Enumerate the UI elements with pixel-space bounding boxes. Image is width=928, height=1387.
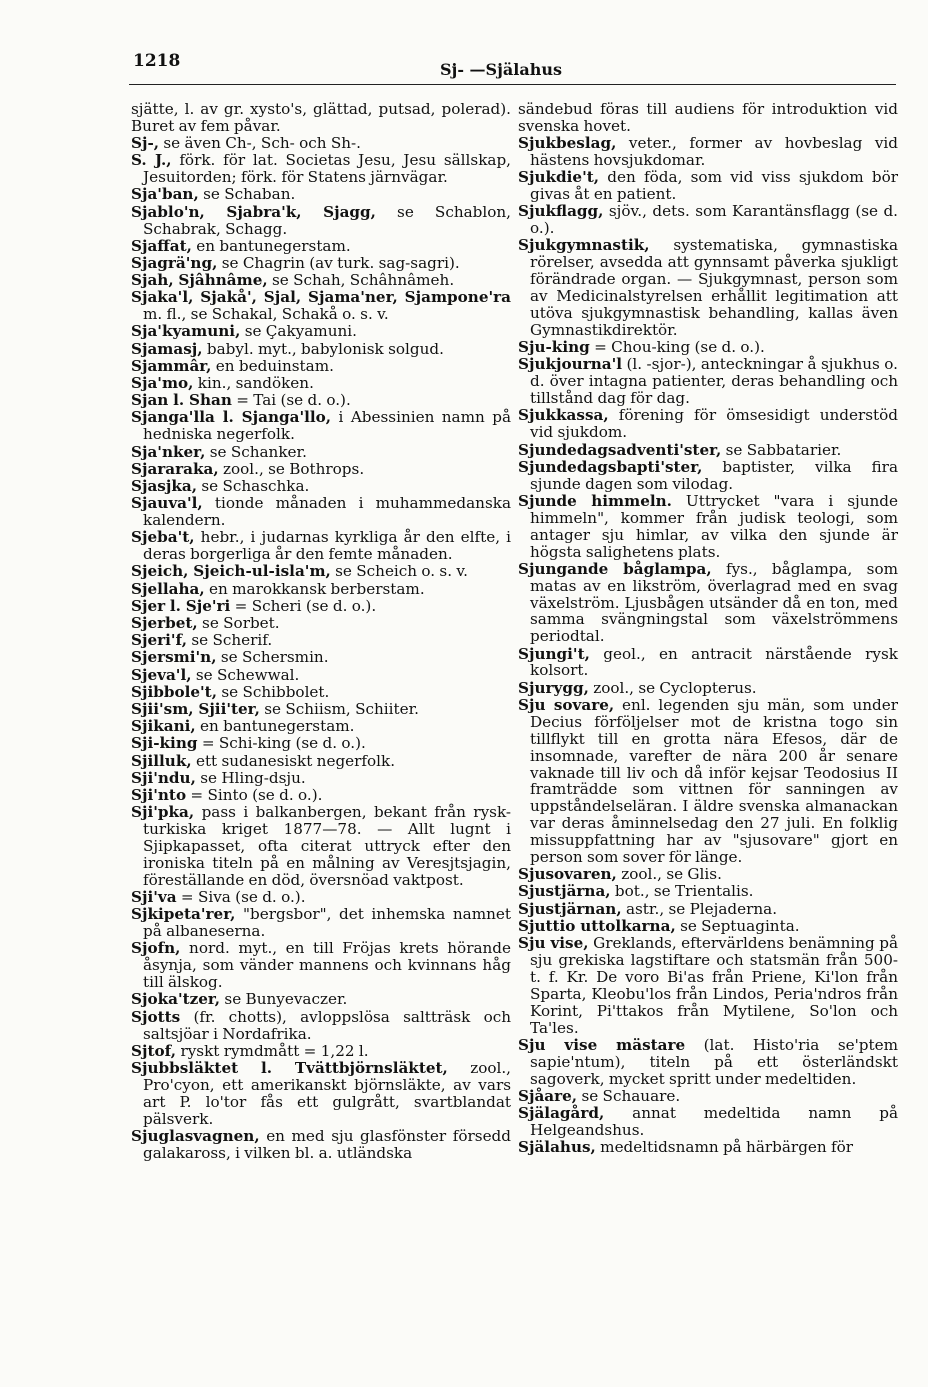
dictionary-entry	[131, 598, 511, 615]
entry-definition: se Schersmin.	[220, 648, 329, 667]
dictionary-entry	[131, 649, 511, 666]
entry-headword: Sjubbsläktet l. Tvättbjörnsläktet,	[131, 1058, 448, 1077]
dictionary-entry	[131, 478, 511, 495]
dictionary-entry	[131, 615, 511, 632]
entry-headword: Sjagrä'ng,	[131, 253, 218, 272]
dictionary-entry	[131, 495, 511, 529]
entry-definition: se Çakyamuni.	[244, 322, 357, 341]
entry-definition: ett sudanesiskt negerfolk.	[195, 751, 396, 770]
entry-headword: Sjaffat,	[131, 236, 192, 255]
entry-headword: Sja'ban,	[131, 185, 199, 204]
dictionary-entry	[518, 356, 898, 407]
dictionary-entry	[131, 770, 511, 787]
dictionary-entry	[518, 1037, 898, 1088]
dictionary-entry	[131, 1128, 511, 1162]
entry-headword: Sjablo'n, Sjabra'k, Sjagg,	[131, 202, 376, 221]
entry-headword: Sjuglasvagnen,	[131, 1126, 260, 1145]
entry-headword: Sjoka'tzer,	[131, 990, 221, 1009]
entry-definition: = Tai (se d. o.).	[236, 391, 351, 410]
entry-definition: tionde månaden i muhammedanska kalendern.	[143, 494, 511, 530]
entry-headword: Sjaka'l, Sjakå', Sjal, Sjama'ner, Sjampone'ra	[131, 288, 511, 307]
entry-headword: S. J.,	[131, 151, 172, 170]
dictionary-entry	[131, 632, 511, 649]
entry-headword: Sjeich, Sjeich-ul-isla'm,	[131, 562, 331, 581]
dictionary-entry	[518, 493, 898, 561]
entry-definition: nord. myt., en till Fröjas krets hörande åsynja, som vänder mannens och kvinnans håg till älskog.	[143, 939, 511, 992]
entry-headword: Sjotts	[131, 1007, 181, 1026]
entry-definition: fys., båglampa, som matas av en likström, överlagrad med en svag växelström. Ljusbågen utsänder då en ton, med samma svängningstal som växelströmmens periodtal.	[530, 559, 898, 646]
entry-headword: Sja'mo,	[131, 374, 194, 393]
page-number: 1218	[133, 51, 181, 71]
entry-headword: Själahus,	[518, 1138, 596, 1157]
dictionary-entry	[131, 1009, 511, 1043]
entry-headword: Själagård,	[518, 1104, 605, 1122]
entry-headword: Sjtof,	[131, 1041, 177, 1060]
dictionary-entry	[131, 289, 511, 323]
dictionary-entry	[518, 442, 898, 459]
entry-headword: Sjilluk,	[131, 751, 192, 770]
entry-definition: se Schewwal.	[195, 665, 300, 684]
entry-headword: Sju-king	[518, 338, 590, 357]
dictionary-entry	[131, 906, 511, 940]
entry-headword: Sjukjourna'l	[518, 355, 622, 374]
entry-definition: se Bunyevaczer.	[224, 990, 348, 1009]
dictionary-entry	[131, 375, 511, 392]
entry-definition: medeltidsnamn på härbärgen för	[600, 1138, 854, 1157]
entry-definition: systematiska, gymnastiska rörelser, avsedda att gynnsamt påverka sjukligt förändrade organ. — Sjukgymnast, person som av Medicinalstyrelsen erhållit legitimation att utöva sjukgymnastisk behandling, kallas även Gymnastikdirektör.	[530, 236, 899, 339]
dictionary-entry	[131, 341, 511, 358]
entry-headword: Sjukdie't,	[518, 168, 600, 187]
dictionary-entry	[131, 529, 511, 563]
entry-headword: Sju vise mästare	[518, 1035, 686, 1054]
running-head: Sj- —Själahus	[440, 60, 562, 79]
entry-headword: Sj-,	[131, 134, 160, 153]
entry-headword: Sjah, Sjâhnâme,	[131, 271, 268, 290]
dictionary-entry	[518, 646, 898, 680]
dictionary-entry	[131, 186, 511, 203]
entry-headword: Sjanga'lla l. Sjanga'llo,	[131, 408, 332, 427]
entry-headword: Sjersmi'n,	[131, 648, 217, 667]
dictionary-entry	[518, 1088, 898, 1105]
entry-headword: Sjammâr,	[131, 356, 212, 375]
entry-headword: Sjustjärna,	[518, 882, 611, 901]
entry-definition: zool., se Glis.	[621, 865, 722, 884]
entry-headword: Sjunde himmeln.	[518, 491, 672, 510]
entry-definition: geol., en antracit närstående rysk kolsort.	[530, 644, 899, 680]
entry-headword: Sjellaha,	[131, 579, 205, 598]
entry-headword: Sjkipeta'rer,	[131, 905, 236, 924]
entry-definition: = Schi-king (se d. o.).	[201, 734, 366, 753]
entry-headword: Sjungi't,	[518, 644, 590, 663]
entry-headword: Sji-king	[131, 734, 198, 753]
dictionary-entry	[518, 697, 898, 866]
entry-definition: förk. för lat. Societas Jesu, Jesu sällskap, Jesuitorden; förk. för Statens järnvägar.	[143, 151, 511, 187]
dictionary-entry	[131, 1043, 511, 1060]
entry-definition: se Sabbatarier.	[725, 440, 842, 459]
dictionary-entry	[131, 204, 511, 238]
dictionary-entry	[131, 409, 511, 443]
entry-headword: Sjukkassa,	[518, 406, 609, 425]
entry-definition: se Scherif.	[191, 631, 273, 650]
dictionary-entry	[131, 667, 511, 684]
entry-definition: pass i balkanbergen, bekant från rysk-turkiska kriget 1877—78. — Allt lugnt i Sjipkapasset, ofta citerat uttryck efter den ironiska titeln på en målning av Veresjtsjagin, föreställande en död, översnöad vaktpost.	[143, 803, 512, 889]
entry-definition: se Schah, Schâhnâmeh.	[272, 271, 455, 290]
entry-headword: Sjeva'l,	[131, 665, 192, 684]
dictionary-entry	[518, 407, 898, 441]
entry-definition: astr., se Plejaderna.	[625, 899, 778, 918]
entry-headword: Sji'va	[131, 888, 177, 907]
dictionary-entry	[131, 1060, 511, 1128]
entry-definition: se Schaban.	[203, 185, 296, 204]
entry-headword: Sjustjärnan,	[518, 899, 622, 918]
dictionary-entry	[518, 101, 898, 135]
dictionary-entry	[131, 392, 511, 409]
dictionary-entry	[131, 358, 511, 375]
entry-definition: se Schibbolet.	[221, 682, 330, 701]
entry-headword: Sjauva'l,	[131, 494, 203, 513]
entry-definition: veter., former av hovbeslag vid hästens hovsjukdomar.	[530, 134, 899, 170]
entry-definition: (lat. Histo'ria se'ptem sapie'ntum), titeln på ett österländskt sagoverk, mycket spritt under medeltiden.	[530, 1035, 898, 1088]
entry-headword: Sjan l. Shan	[131, 391, 232, 410]
entry-definition: se även Ch-, Sch- och Sh-.	[163, 134, 361, 153]
dictionary-entry	[518, 1139, 898, 1156]
dictionary-entry	[518, 135, 898, 169]
dictionary-entry	[131, 101, 511, 135]
entry-definition: kin., sandöken.	[197, 374, 314, 393]
dictionary-entry	[518, 339, 898, 356]
entry-definition: baptister, vilka fira sjunde dagen som vilodag.	[530, 457, 898, 493]
entry-headword: Sjurygg,	[518, 678, 589, 697]
dictionary-entry	[518, 680, 898, 697]
entry-headword: Sji'ndu,	[131, 768, 196, 787]
entry-headword: Sjikani,	[131, 717, 196, 736]
right-column	[518, 101, 898, 1156]
dictionary-entry	[518, 901, 898, 918]
entry-definition: "bergsbor", det inhemska namnet på albaneserna.	[143, 905, 512, 941]
entry-headword: Sjundedagsadventi'ster,	[518, 440, 722, 459]
entry-definition: m. fl., se Schakal, Schakå o. s. v.	[143, 305, 389, 324]
entry-headword: Sjusovaren,	[518, 865, 617, 884]
dictionary-entry	[131, 701, 511, 718]
dictionary-entry	[131, 323, 511, 340]
dictionary-entry	[518, 918, 898, 935]
dictionary-entry	[131, 135, 511, 152]
dictionary-entry	[518, 203, 898, 237]
entry-headword: Sjofn,	[131, 939, 181, 958]
dictionary-entry	[131, 718, 511, 735]
dictionary-entry	[131, 940, 511, 991]
entry-definition: en bantunegerstam.	[200, 717, 355, 736]
entry-definition: = Scheri (se d. o.).	[234, 596, 377, 615]
entry-headword: Sjer l. Sje'ri	[131, 596, 231, 615]
dictionary-entry	[131, 238, 511, 255]
entry-definition: se Schaschka.	[201, 476, 310, 495]
dictionary-entry	[518, 459, 898, 493]
entry-headword: Sjibbole't,	[131, 682, 217, 701]
dictionary-entry	[131, 889, 511, 906]
entry-definition: se Septuaginta.	[680, 916, 800, 935]
entry-headword: Sjeri'f,	[131, 631, 188, 650]
entry-definition: en beduinstam.	[215, 356, 334, 375]
entry-definition: den föda, som vid viss sjukdom bör givas åt en patient.	[530, 168, 899, 204]
entry-definition: = Siva (se d. o.).	[180, 888, 306, 907]
entry-definition: se Hling-dsju.	[200, 768, 306, 787]
entry-headword: Sjåare,	[518, 1086, 578, 1105]
entry-headword: Sjukflagg,	[518, 202, 604, 221]
entry-headword: Sjasjka,	[131, 476, 198, 495]
entry-definition: förening för ömsesidigt understöd vid sjukdom.	[530, 406, 899, 442]
entry-definition: se Sorbet.	[202, 614, 280, 633]
dictionary-entry	[131, 735, 511, 752]
entry-definition: = Chou-king (se d. o.).	[594, 338, 765, 357]
dictionary-entry	[131, 444, 511, 461]
entry-headword: Sjuttio uttolkarna,	[518, 916, 676, 935]
entry-headword: Sju sovare,	[518, 695, 615, 714]
entry-headword: Sji'pka,	[131, 803, 195, 822]
entry-headword: Sjeba't,	[131, 528, 195, 547]
dictionary-entry	[131, 753, 511, 770]
entry-definition: zool., Pro'cyon, ett amerikanskt björnsläkte, av vars art P. lo'tor fås ett gulgrått, svartblandat pälsverk.	[143, 1058, 512, 1128]
dictionary-entry	[518, 237, 898, 338]
entry-headword: Sjukbeslag,	[518, 134, 617, 153]
entry-definition: en marokkansk berberstam.	[209, 579, 425, 598]
entry-headword: Sja'nker,	[131, 442, 206, 461]
dictionary-entry	[518, 1105, 898, 1139]
dictionary-entry	[131, 684, 511, 701]
entry-definition: se Schauare.	[581, 1086, 681, 1105]
entry-headword: Sjamasj,	[131, 339, 203, 358]
entry-definition: hebr., i judarnas kyrkliga år den elfte, i deras borgerliga år den femte månaden.	[143, 528, 511, 564]
entry-definition: zool., se Bothrops.	[222, 459, 365, 478]
dictionary-entry	[131, 255, 511, 272]
left-column	[131, 101, 511, 1162]
entry-headword: Sjii'sm, Sjii'ter,	[131, 700, 260, 719]
entry-definition: sjöv., dets. som Karantänsflagg (se d. o.).	[530, 202, 899, 238]
entry-definition: (fr. chotts), avloppslösa saltträsk och saltsjöar i Nordafrika.	[143, 1007, 512, 1043]
entry-definition: sändebud föras till audiens för introduktion vid svenska hovet.	[518, 100, 898, 135]
entry-definition: se Scheich o. s. v.	[335, 562, 468, 581]
entry-definition: i Abessinien namn på hedniska negerfolk.	[143, 408, 512, 444]
entry-headword: Sji'nto	[131, 786, 187, 805]
header-rule	[129, 84, 896, 85]
entry-headword: Sjukgymnastik,	[518, 236, 650, 255]
dictionary-entry	[131, 152, 511, 186]
entry-definition: se Schanker.	[209, 442, 307, 461]
dictionary-entry	[131, 581, 511, 598]
entry-headword: Sju vise,	[518, 934, 589, 953]
dictionary-entry	[131, 272, 511, 289]
dictionary-entry	[131, 804, 511, 889]
entry-definition: Uttrycket "vara i sjunde himmeln", kommer från judisk teologi, som antager sju himlar, av vilka den sjunde är högsta salighetens plats.	[530, 491, 898, 561]
entry-definition: ryskt rymdmått = 1,22 l.	[180, 1041, 369, 1060]
dictionary-entry	[518, 866, 898, 883]
dictionary-entry	[131, 563, 511, 580]
entry-definition: Greklands, eftervärldens benämning på sju grekiska lagstiftare och statsmän från 500-t. f. Kr. De voro Bi'as från Priene, Ki'lon från Sparta, Kleobu'los från Lindos, Peria'ndros från Korint, Pi'ttakos från Mytilene, So'lon och Ta'les.	[530, 934, 899, 1037]
entry-headword: Sjundedagsbapti'ster,	[518, 457, 703, 476]
entry-definition: annat medeltida namn på Helgeandshus.	[530, 1104, 898, 1139]
dictionary-entry	[518, 883, 898, 900]
entry-headword: Sjungande båglampa,	[518, 559, 712, 578]
dictionary-entry	[131, 991, 511, 1008]
dictionary-entry	[131, 787, 511, 804]
dictionary-entry	[518, 169, 898, 203]
entry-definition: bot., se Trientalis.	[614, 882, 754, 901]
dictionary-entry	[518, 561, 898, 646]
entry-definition: enl. legenden sju män, som under Decius förföljelser mot de kristna togo sin tillflykt till en grotta nära Efesos, där de insomnade, varefter de nära 200 år senare vaknade till liv och då inför kejsar Teodosius II framträdde som vittnen för sanningen av uppståndelseläran. I äldre svenska almanackan var deras åminnelsedag den 27 juli. En folklig missuppfattning har av "sjusovare" gjort en person som sover för länge.	[530, 695, 898, 867]
entry-headword: Sjerbet,	[131, 614, 198, 633]
entry-headword: Sjararaka,	[131, 459, 219, 478]
entry-definition: en med sju glasfönster försedd galakaross, i vilken bl. a. utländska	[143, 1126, 511, 1162]
entry-headword: Sja'kyamuni,	[131, 322, 241, 341]
entry-definition: (l. -sjor-), anteckningar å sjukhus o. d. över intagna patienter, deras behandling och tillstånd dag för dag.	[530, 355, 899, 408]
dictionary-entry	[131, 461, 511, 478]
entry-definition: se Schablon, Schabrak, Schagg.	[143, 202, 511, 238]
entry-definition: se Chagrin (av turk. sag-sagri).	[221, 253, 460, 272]
entry-definition: se Schiism, Schiiter.	[264, 700, 419, 719]
entry-definition: = Sinto (se d. o.).	[190, 786, 323, 805]
entry-definition: sjätte, l. av gr. xysto's, glättad, putsad, polerad). Buret av fem påvar.	[131, 100, 511, 135]
entry-definition: babyl. myt., babylonisk solgud.	[206, 339, 444, 358]
entry-definition: en bantunegerstam.	[196, 236, 351, 255]
entry-definition: zool., se Cyclopterus.	[593, 678, 757, 697]
dictionary-entry	[518, 935, 898, 1036]
